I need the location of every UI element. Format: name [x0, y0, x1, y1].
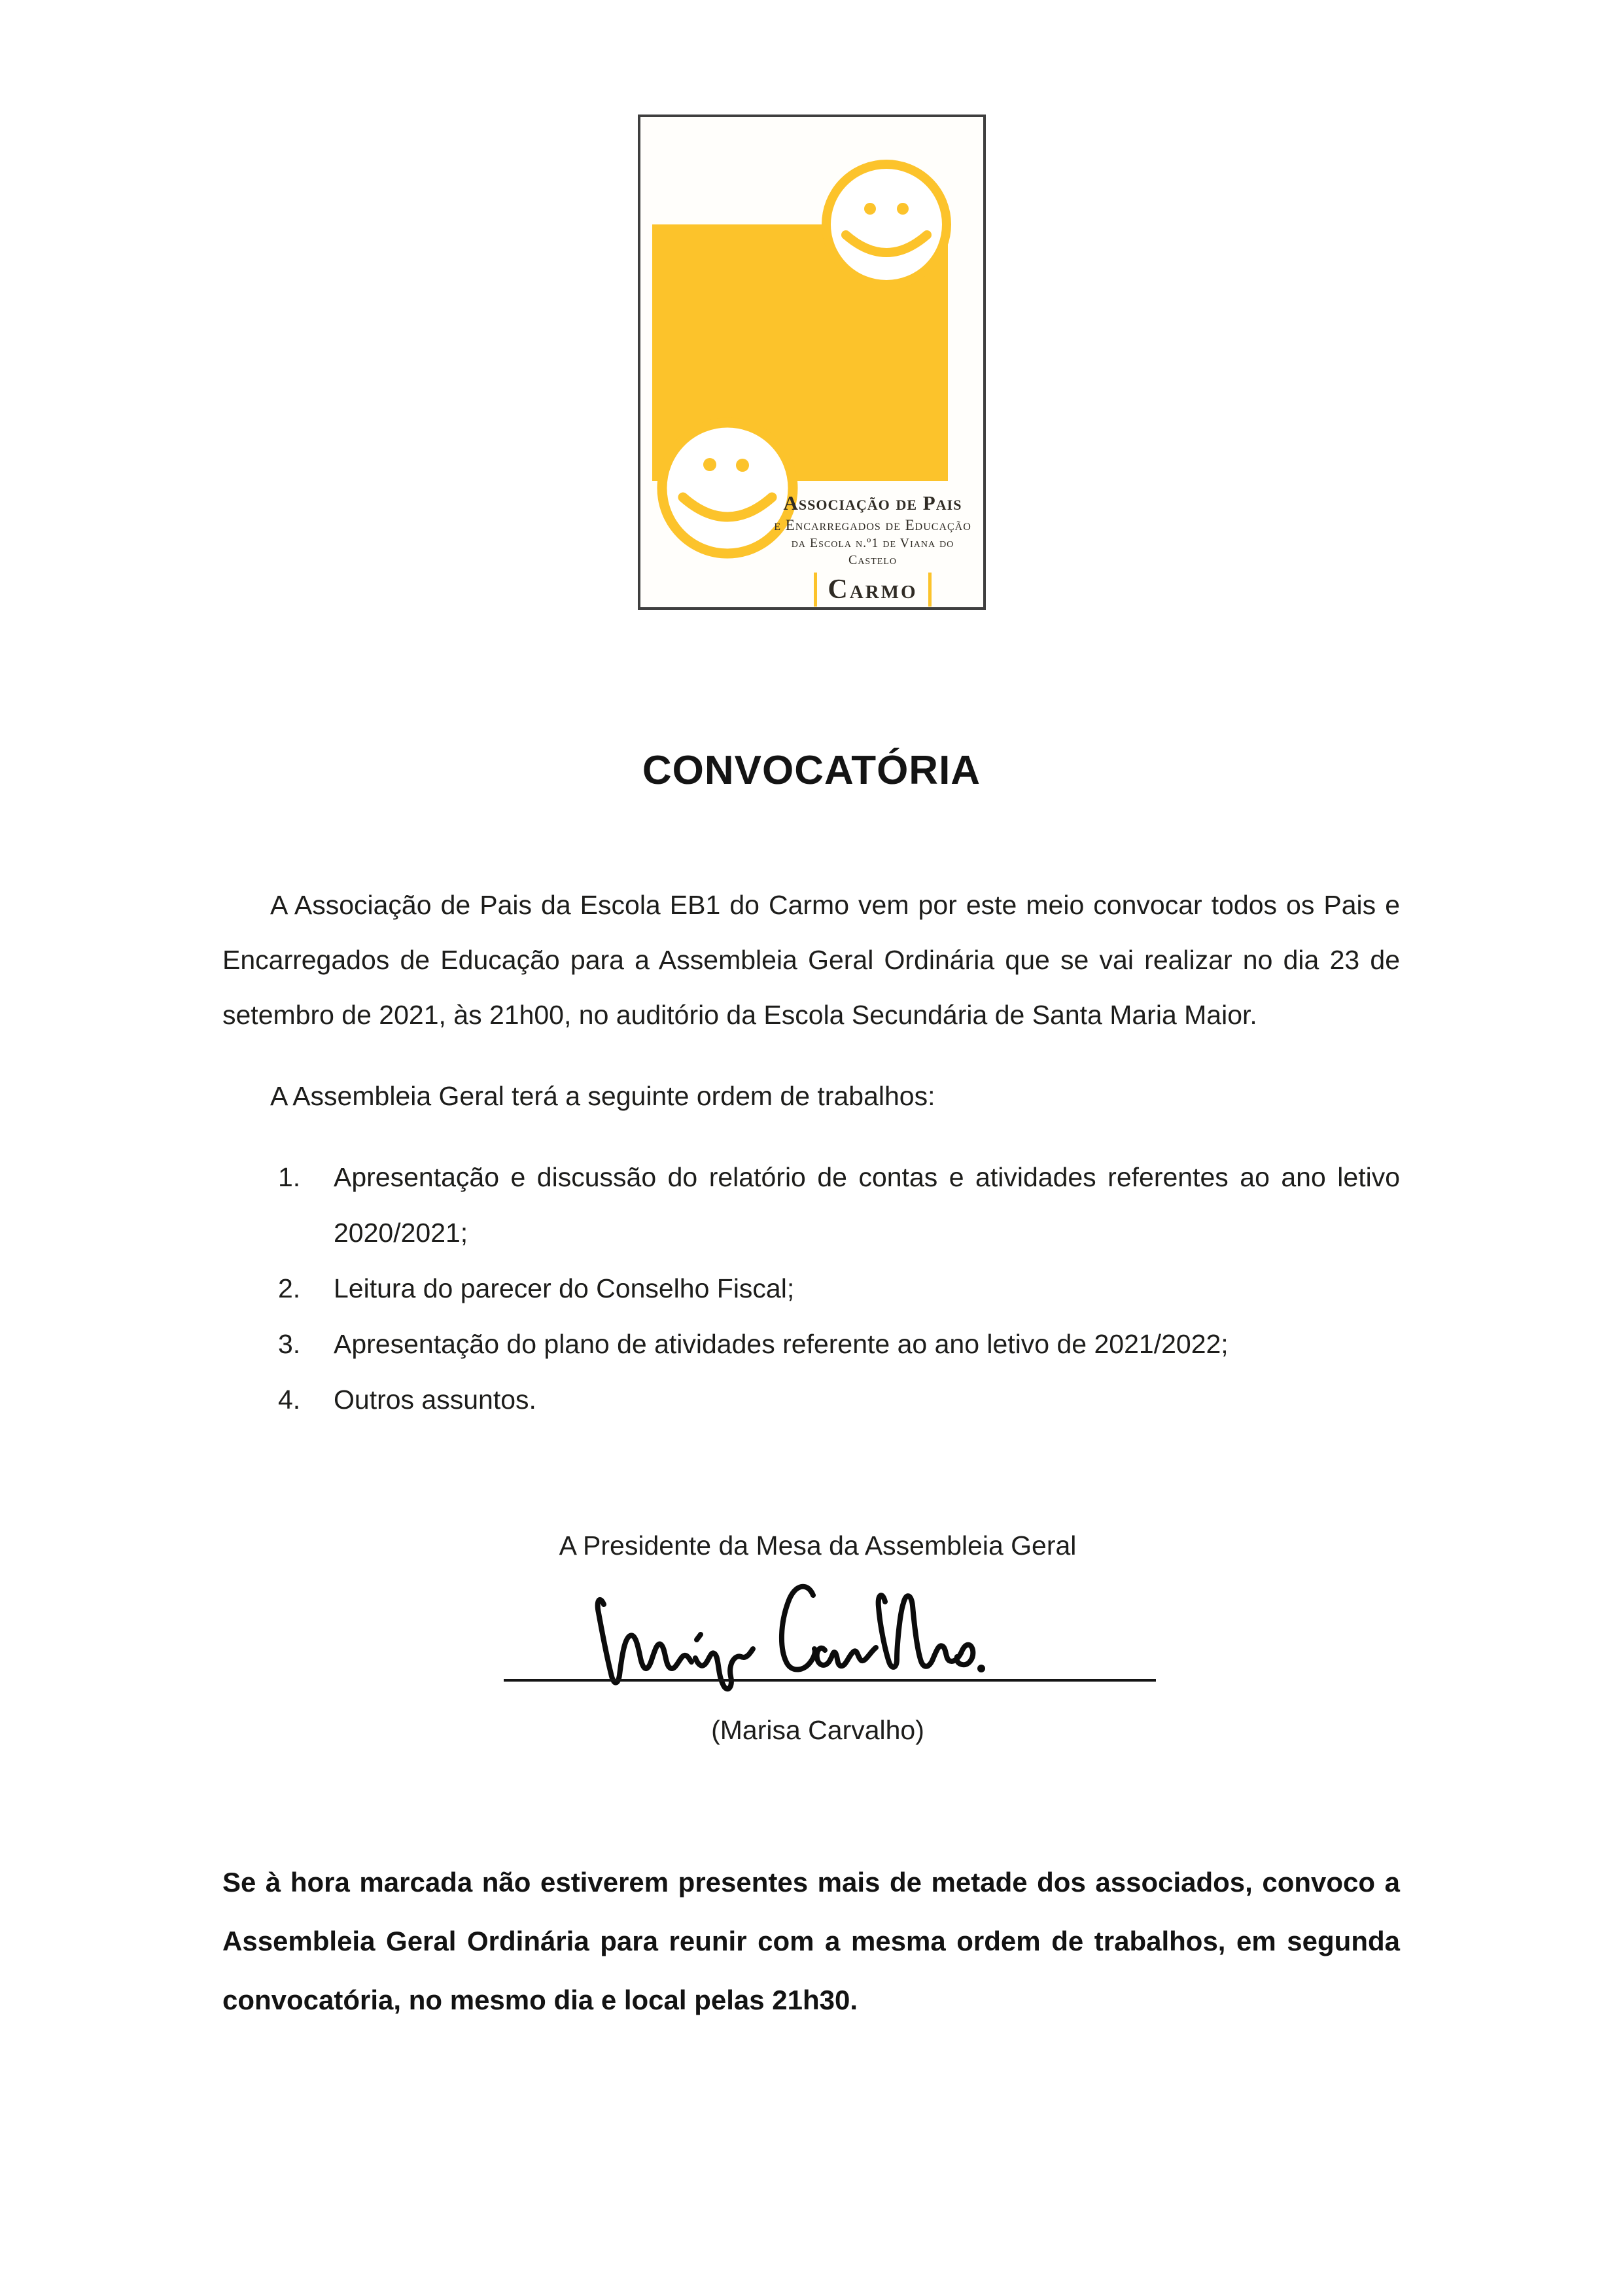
agenda-item-number: 3. — [278, 1329, 301, 1359]
agenda-item — [278, 1372, 1400, 1428]
closing-paragraph: Se à hora marcada não estiverem presentes mais de metade dos associados, convoco a Assembleia Geral Ordinária para reunir com a mesma ordem de trabalhos, em segunda convocatória, no mesmo dia e local pelas 21h30. — [222, 1867, 1400, 2015]
agenda-item — [278, 1150, 1400, 1261]
signature-role-label: A Presidente da Mesa da Assembleia Geral — [559, 1530, 1077, 1561]
agenda-item — [278, 1261, 1400, 1316]
agenda-list — [278, 1150, 1400, 1428]
agenda-item-number: 2. — [278, 1273, 301, 1303]
agenda-item-text: Outros assuntos. — [334, 1385, 536, 1415]
agenda-intro-paragraph: A Assembleia Geral terá a seguinte ordem de trabalhos: — [270, 1081, 935, 1111]
logo-org-line3: da Escola n.º1 de Viana do Castelo — [791, 536, 954, 567]
agenda-item — [278, 1316, 1400, 1372]
smiley-face-top-icon — [826, 164, 947, 285]
logo-wordmark — [769, 490, 977, 607]
logo-org-line1: Associação de Pais — [783, 491, 962, 514]
agenda-item-text: Leitura do parecer do Conselho Fiscal; — [334, 1273, 795, 1303]
intro-paragraph: A Associação de Pais da Escola EB1 do Carmo vem por este meio convocar todos os Pais e Encarregados de Educação para a Assembleia Geral Ordinária que se vai realizar no dia 23 de setembro de 2021, às 21h00, no auditório da Escola Secundária de Santa Maria Maior. — [222, 890, 1400, 1030]
logo-org-line2: e Encarregados de Educação — [774, 517, 971, 533]
logo-org-name: Carmo — [828, 574, 918, 605]
signature-printed-name: (Marisa Carvalho) — [711, 1715, 924, 1745]
carmo-bar-right-icon — [928, 573, 932, 607]
handwritten-signature — [585, 1577, 991, 1701]
agenda-item-text: Apresentação e discussão do relatório de contas e atividades referentes ao ano letivo 2020/2021; — [334, 1162, 1400, 1248]
carmo-bar-left-icon — [814, 573, 817, 607]
page-title: CONVOCATÓRIA — [642, 748, 981, 793]
agenda-item-text: Apresentação do plano de atividades referente ao ano letivo de 2021/2022; — [334, 1329, 1229, 1359]
signature-line — [504, 1679, 1156, 1682]
agenda-item-number: 1. — [278, 1162, 301, 1192]
logo-org-name-row — [769, 573, 977, 607]
agenda-item-number: 4. — [278, 1385, 301, 1415]
association-logo — [638, 115, 986, 610]
